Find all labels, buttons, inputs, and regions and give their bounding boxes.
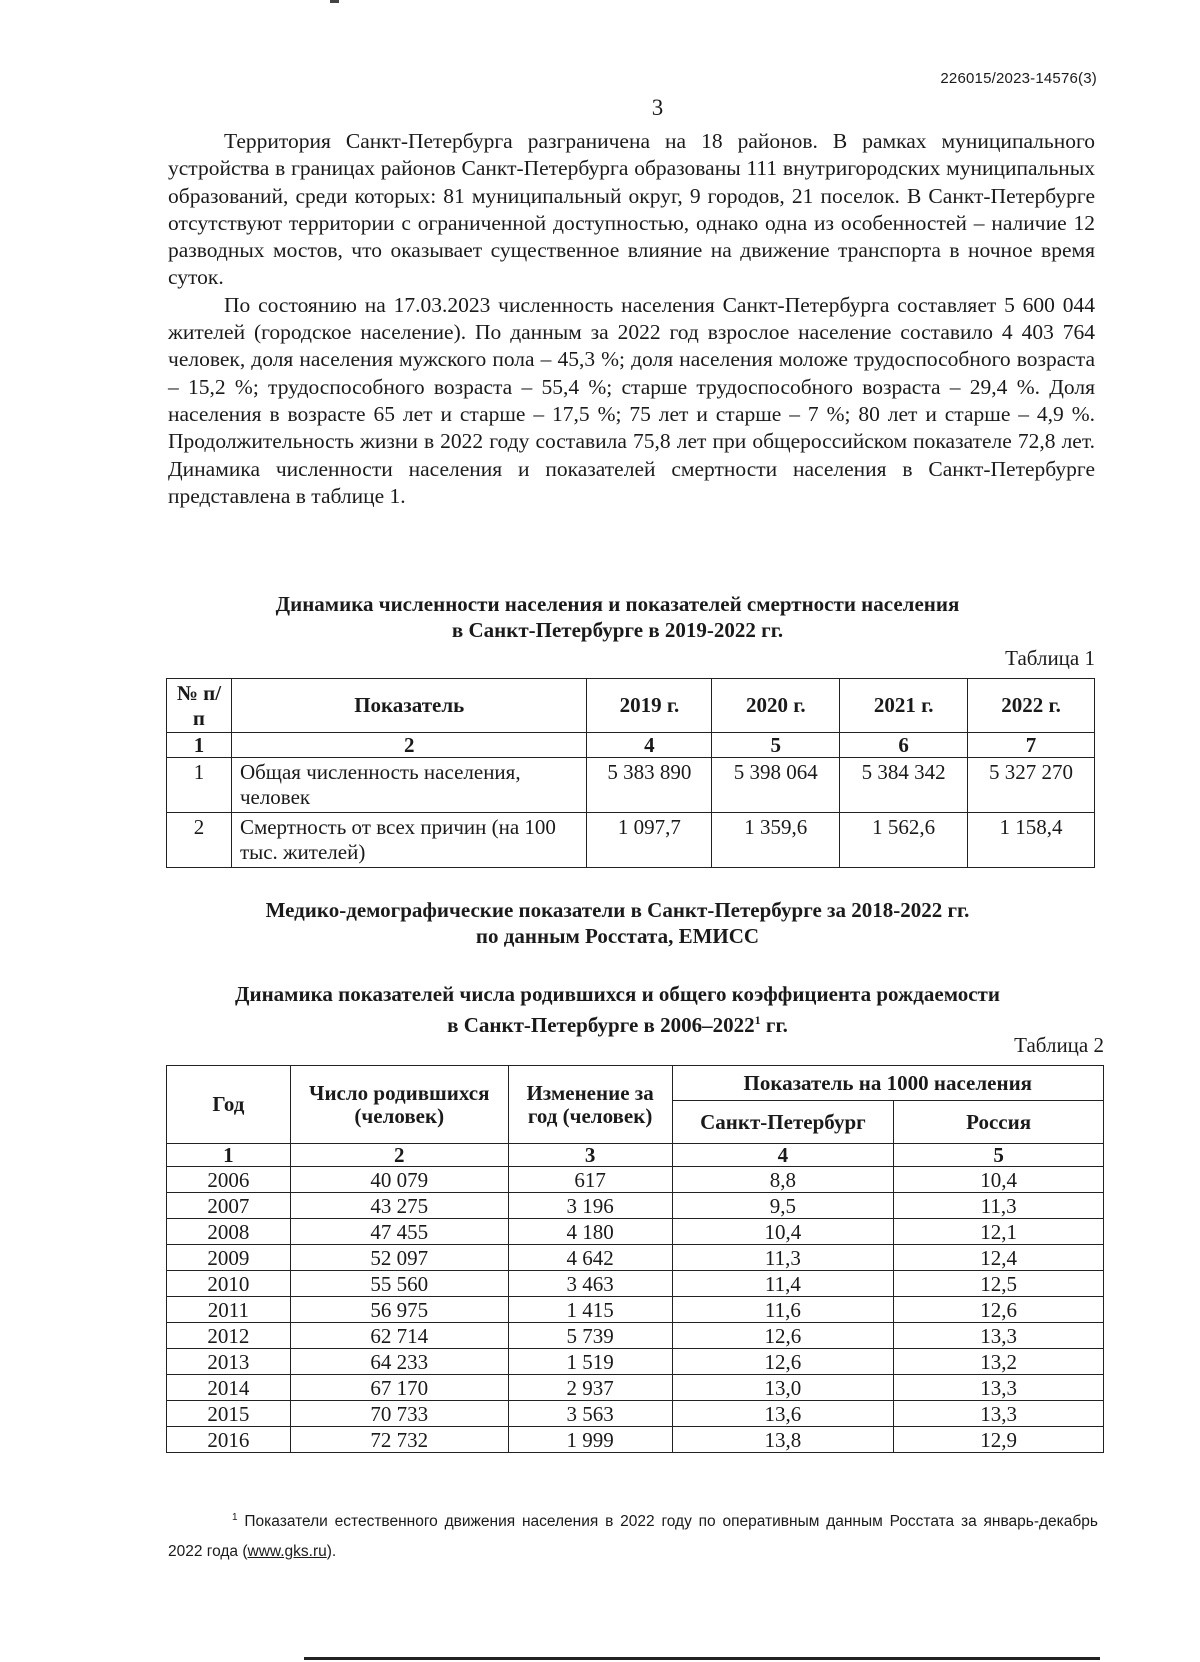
column-number: 1 <box>167 733 232 758</box>
cell-births: 40 079 <box>290 1167 508 1193</box>
table-row <box>167 758 1095 813</box>
page-number: 3 <box>651 95 664 120</box>
cell-russia: 12,1 <box>894 1219 1104 1245</box>
column-number: 5 <box>712 733 840 758</box>
table1-header-2020: 2020 г. <box>712 679 840 733</box>
cell-births: 43 275 <box>290 1193 508 1219</box>
cell-change: 1 519 <box>508 1349 672 1375</box>
table2-header-births: Число родившихся (человек) <box>290 1066 508 1144</box>
column-number: 1 <box>167 1144 291 1167</box>
cell-spb: 12,6 <box>672 1349 894 1375</box>
table2-header-row <box>167 1066 1104 1101</box>
section-title-line2: по данным Росстата, ЕМИСС <box>475 923 760 948</box>
table2 <box>166 1065 1104 1453</box>
table-row <box>167 1219 1104 1245</box>
cell-year: 2014 <box>167 1375 291 1401</box>
section-title-line1: Медико-демографические показатели в Санкт-Петербурге за 2018-2022 гг. <box>265 898 970 922</box>
cell-russia: 12,6 <box>894 1297 1104 1323</box>
cell-spb: 13,0 <box>672 1375 894 1401</box>
gks-link[interactable]: www.gks.ru <box>247 1543 327 1561</box>
cell-change: 5 739 <box>508 1323 672 1349</box>
table1-header-2022: 2022 г. <box>968 679 1095 733</box>
footnote-text <box>168 1503 1098 1567</box>
table-row <box>167 1245 1104 1271</box>
cell-year: 2010 <box>167 1271 291 1297</box>
table2-header-spb: Санкт-Петербург <box>672 1101 894 1144</box>
cell-births: 55 560 <box>290 1271 508 1297</box>
table1-column-numbers <box>167 733 1095 758</box>
table1-title-line1: Динамика численности населения и показателей смертности населения <box>275 592 960 616</box>
footnote-body: Показатели естественного движения населения в 2022 году по оперативным данным Росстата за январь-декабрь 2022 года ( <box>168 1513 1098 1561</box>
cell-births: 64 233 <box>290 1349 508 1375</box>
cell-year: 2015 <box>167 1401 291 1427</box>
cell-change: 617 <box>508 1167 672 1193</box>
cell-russia: 13,3 <box>894 1323 1104 1349</box>
value-2021: 5 384 342 <box>840 758 968 813</box>
table2-title-line2-a: в Санкт-Петербурге в 2006–2022 <box>447 1012 755 1037</box>
table2-header-change: Изменение за год (человек) <box>508 1066 672 1144</box>
value-2019: 1 097,7 <box>587 813 712 868</box>
cell-change: 2 937 <box>508 1375 672 1401</box>
cell-change: 1 415 <box>508 1297 672 1323</box>
cell-year: 2008 <box>167 1219 291 1245</box>
cell-year: 2007 <box>167 1193 291 1219</box>
cell-change: 4 642 <box>508 1245 672 1271</box>
cell-spb: 12,6 <box>672 1323 894 1349</box>
cell-spb: 13,6 <box>672 1401 894 1427</box>
table2-title-line2 <box>140 1008 1095 1039</box>
cell-spb: 9,5 <box>672 1193 894 1219</box>
cell-year: 2013 <box>167 1349 291 1375</box>
cell-spb: 8,8 <box>672 1167 894 1193</box>
cell-russia: 12,4 <box>894 1245 1104 1271</box>
row-number: 1 <box>167 758 232 813</box>
table1-header-indicator: Показатель <box>231 679 587 733</box>
cell-spb: 10,4 <box>672 1219 894 1245</box>
paragraph-1: Территория Санкт-Петербурга разграничена на 18 районов. В рамках муниципального устройства в границах районов Санкт-Петербурга образованы 111 внутригородских муниципальных образований, среди которых: 81 муниципальный округ, 9 городов, 21 поселок. В Санкт-Петербурге отсутствуют территории с ограниченной доступностью, однако одна из особенностей – наличие 12 разводных мостов, что оказывает существенное влияние на движение транспорта в ночное время суток. <box>168 129 1095 290</box>
bottom-rule <box>304 1657 1100 1660</box>
value-2021: 1 562,6 <box>840 813 968 868</box>
document-number: 226015/2023-14576(3) <box>940 70 1097 87</box>
table-row <box>167 813 1095 868</box>
cell-russia: 13,3 <box>894 1401 1104 1427</box>
table2-column-numbers <box>167 1144 1104 1167</box>
cell-change: 3 563 <box>508 1401 672 1427</box>
table-row <box>167 1271 1104 1297</box>
footnote <box>168 1503 1098 1567</box>
table2-title-line1: Динамика показателей числа родившихся и общего коэффициента рождаемости <box>235 982 1000 1006</box>
table1-header-2021: 2021 г. <box>840 679 968 733</box>
cell-year: 2011 <box>167 1297 291 1323</box>
table1-caption: Таблица 1 <box>1005 646 1095 670</box>
column-number: 5 <box>894 1144 1104 1167</box>
table2-caption: Таблица 2 <box>1014 1033 1104 1057</box>
paragraph-2: По состоянию на 17.03.2023 численность населения Санкт-Петербурга составляет 5 600 044 жителей (городское население). По данным за 2022 год взрослое население составило 4 403 764 человек, доля населения мужского пола – 45,3 %; доля населения моложе трудоспособного возраста – 15,2 %; трудоспособного возраста – 55,4 %; старше трудоспособного возраста – 29,4 %. Доля населения в возрасте 65 лет и старше – 17,5 %; 75 лет и старше – 7 %; 80 лет и старше – 4,9 %. Продолжительность жизни в 2022 году составила 75,8 лет при общероссийском показателе 72,8 лет. Динамика численности населения и показателей смертности населения в Санкт-Петербурге представлена в таблице 1. <box>168 292 1095 508</box>
table2-header-year: Год <box>167 1066 291 1144</box>
cell-births: 72 732 <box>290 1427 508 1453</box>
value-2022: 1 158,4 <box>968 813 1095 868</box>
footnote-ref: 1 <box>754 1012 761 1027</box>
table2-title-line2-b: гг. <box>760 1012 788 1037</box>
table2-body <box>167 1167 1104 1453</box>
footnote-marker: 1 <box>232 1512 238 1523</box>
table2-header-rate-group: Показатель на 1000 населения <box>672 1066 1103 1101</box>
table1-title-line2: в Санкт-Петербурге в 2019-2022 гг. <box>451 617 784 642</box>
column-number: 4 <box>672 1144 894 1167</box>
footnote-tail: ). <box>326 1543 337 1561</box>
column-number: 7 <box>968 733 1095 758</box>
table-row <box>167 1401 1104 1427</box>
table-row <box>167 1297 1104 1323</box>
table1 <box>166 678 1095 868</box>
value-2020: 5 398 064 <box>712 758 840 813</box>
cell-change: 4 180 <box>508 1219 672 1245</box>
cell-change: 1 999 <box>508 1427 672 1453</box>
cell-russia: 13,3 <box>894 1375 1104 1401</box>
cell-russia: 10,4 <box>894 1167 1104 1193</box>
cell-births: 62 714 <box>290 1323 508 1349</box>
cell-year: 2006 <box>167 1167 291 1193</box>
table1-title <box>140 592 1095 643</box>
table-row <box>167 1193 1104 1219</box>
column-number: 3 <box>508 1144 672 1167</box>
cell-spb: 11,3 <box>672 1245 894 1271</box>
table1-header-row <box>167 679 1095 733</box>
cell-births: 52 097 <box>290 1245 508 1271</box>
column-number: 6 <box>840 733 968 758</box>
cell-spb: 13,8 <box>672 1427 894 1453</box>
table-row <box>167 1375 1104 1401</box>
cell-russia: 11,3 <box>894 1193 1104 1219</box>
column-number: 4 <box>587 733 712 758</box>
table1-header-num: № п/п <box>167 679 232 733</box>
cell-change: 3 196 <box>508 1193 672 1219</box>
cell-year: 2009 <box>167 1245 291 1271</box>
column-number: 2 <box>231 733 587 758</box>
cell-russia: 12,5 <box>894 1271 1104 1297</box>
table2-title <box>140 982 1095 1038</box>
cell-russia: 12,9 <box>894 1427 1104 1453</box>
cell-change: 3 463 <box>508 1271 672 1297</box>
indicator-name: Общая численность населения, человек <box>231 758 587 813</box>
cell-russia: 13,2 <box>894 1349 1104 1375</box>
table1-header-2019: 2019 г. <box>587 679 712 733</box>
cell-births: 56 975 <box>290 1297 508 1323</box>
cell-year: 2016 <box>167 1427 291 1453</box>
body-text <box>168 128 1095 510</box>
scan-mark <box>330 0 339 3</box>
value-2020: 1 359,6 <box>712 813 840 868</box>
row-number: 2 <box>167 813 232 868</box>
table2-header-russia: Россия <box>894 1101 1104 1144</box>
table-row <box>167 1349 1104 1375</box>
value-2022: 5 327 270 <box>968 758 1095 813</box>
table-row <box>167 1167 1104 1193</box>
cell-births: 67 170 <box>290 1375 508 1401</box>
column-number: 2 <box>290 1144 508 1167</box>
table-row <box>167 1323 1104 1349</box>
table-row <box>167 1427 1104 1453</box>
cell-year: 2012 <box>167 1323 291 1349</box>
cell-births: 70 733 <box>290 1401 508 1427</box>
cell-spb: 11,6 <box>672 1297 894 1323</box>
indicator-name: Смертность от всех причин (на 100 тыс. жителей) <box>231 813 587 868</box>
value-2019: 5 383 890 <box>587 758 712 813</box>
cell-births: 47 455 <box>290 1219 508 1245</box>
section-title <box>140 898 1095 949</box>
cell-spb: 11,4 <box>672 1271 894 1297</box>
